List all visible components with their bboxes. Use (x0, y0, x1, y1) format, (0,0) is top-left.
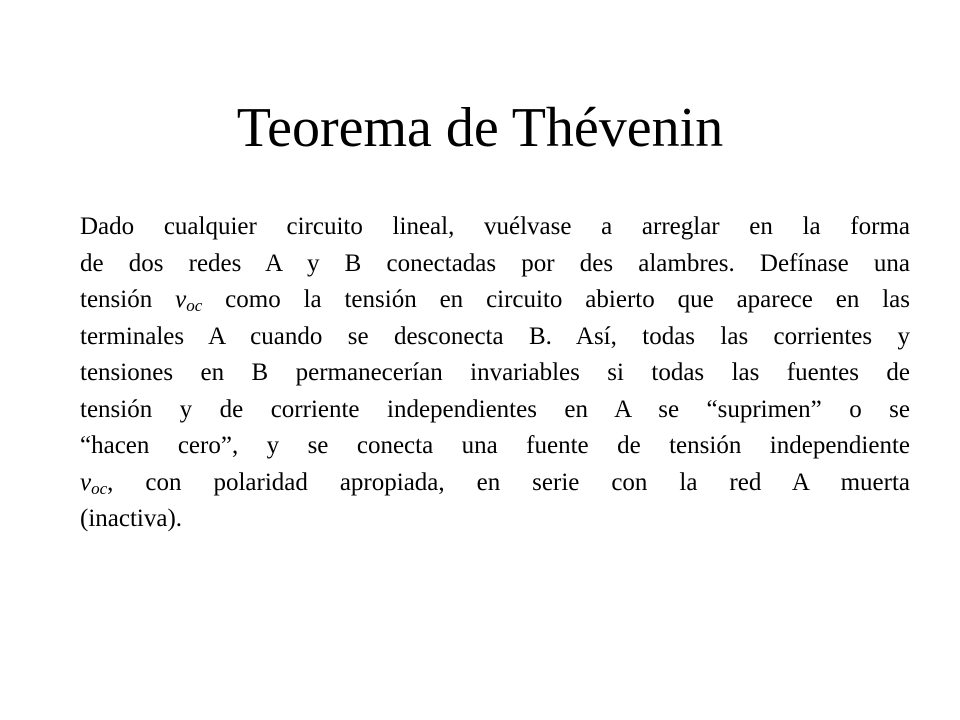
body-line-8 (80, 465, 910, 502)
body-line-8-end: , con polaridad apropiada, en serie con la red A muerta (107, 468, 910, 496)
body-line-6: tensión y de corriente independientes en A se “suprimen” o se (80, 395, 910, 423)
body-line-7: “hacen cero”, y se conecta una fuente de tensión independiente (80, 432, 910, 459)
body-line-5: tensiones en B permanecerían invariables si todas las fuentes de (80, 359, 910, 386)
body-line-3-end: como la tensión en circuito abierto que aparece en las (202, 286, 911, 313)
voc-subscript: oc (186, 296, 203, 315)
voc-variable: v (80, 468, 92, 496)
body-line-3 (80, 282, 910, 319)
body-line-4: terminales A cuando se desconecta B. Así, todas las corrientes y (80, 322, 910, 350)
slide-body-paragraph (80, 209, 910, 538)
voc-variable: v (175, 286, 187, 313)
body-line-9: (inactiva). (80, 505, 183, 532)
slide-title: Teorema de Thévenin (236, 97, 724, 159)
body-line-2: de dos redes A y B conectadas por des alambres. Defínase una (80, 249, 910, 277)
body-line-3-start: tensión (80, 286, 176, 313)
voc-subscript: oc (91, 478, 108, 498)
body-line-1: Dado cualquier circuito lineal, vuélvase a arreglar en la forma (80, 213, 910, 240)
